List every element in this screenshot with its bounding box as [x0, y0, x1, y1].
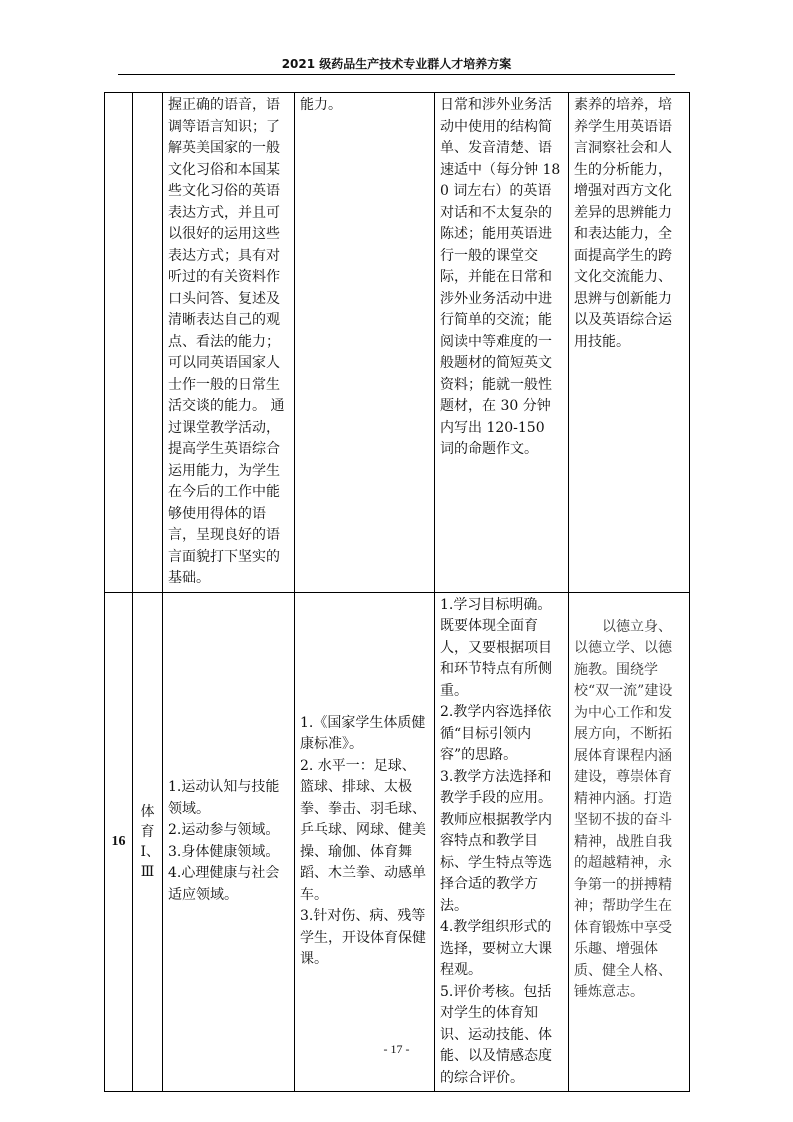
objective-item: 3.身体健康领域。 [168, 843, 280, 860]
teaching-requirements [435, 592, 569, 1092]
course-content: 能力。 [295, 93, 435, 593]
teaching-requirements: 日常和涉外业务活动中使用的结构简单、发音清楚、语速适中（每分钟 180 词左右）的英语对话和不太复杂的陈述；能用英语进行一般的课堂交际，并能在日常和涉外业务活动中进行简单的交流；能阅读中等难度的一般题材的简短英文资料；能就一般性题材，在 30 分钟内写出 120-150 词的命题作文。 [435, 93, 569, 593]
course-content [295, 592, 435, 1092]
content-item: 2. 水平一：足球、篮球、排球、太极拳、拳击、羽毛球、乒乓球、网球、健美操、瑜伽、体育舞蹈、木兰拳、动感单车。 [300, 757, 426, 903]
course-number [105, 93, 133, 593]
objective-item: 2.运动参与领域。 [168, 822, 280, 839]
objective-item: 4.心理健康与社会适应领域。 [168, 865, 280, 903]
page-number: - 17 - [383, 1042, 410, 1056]
requirement-item: 1.学习目标明确。既要体现全面育人，又要根据项目和环节特点有所侧重。 [440, 596, 552, 699]
table-row [105, 592, 690, 1092]
content-item: 3.针对伤、病、残等学生，开设体育保健课。 [300, 908, 426, 968]
course-objectives [163, 592, 295, 1092]
ideological-elements [569, 592, 690, 1092]
course-number: 16 [105, 592, 133, 1092]
table-row [105, 93, 690, 593]
course-name [133, 93, 163, 593]
course-name [133, 592, 163, 1092]
course-objectives: 握正确的语音，语调等语言知识；了解英美国家的一般文化习俗和本国某些文化习俗的英语表达方式，并且可以很好的运用这些表达方式；具有对听过的有关资料作口头问答、复述及清晰表达自己的观点、看法的能力；可以同英语国家人士作一般的日常生活交谈的能力。 通过课堂教学活动，提高学生英语综合运用能力，为学生在今后的工作中能够使用得体的语言，呈现良好的语言面貌打下坚实的基础。 [163, 93, 295, 593]
requirement-item: 3.教学方法选择和教学手段的应用。教师应根据教学内容特点和教学目标、学生特点等选择合适的教学方法。 [440, 768, 552, 914]
requirement-item: 5.评价考核。包括对学生的体育知识、运动技能、体能、以及情感态度的综合评价。 [440, 983, 552, 1086]
objective-item: 1.运动认知与技能领域。 [168, 779, 280, 817]
requirement-item: 2.教学内容选择依循“目标引领内容”的思路。 [440, 704, 552, 763]
requirement-item: 4.教学组织形式的选择，要树立大课程观。 [440, 919, 552, 978]
header-rule [118, 74, 675, 75]
ideological-elements: 素养的培养，培养学生用英语语言洞察社会和人生的分析能力，增强对西方文化差异的思辨能力和表达能力，全面提高学生的跨文化交流能力、思辨与创新能力以及英语综合运用技能。 [569, 93, 690, 593]
document-header: 2021 级药品生产技术专业群人才培养方案 [281, 57, 512, 71]
ideology-text: 以德立身、以德立学、以德施教。围绕学校“双一流”建设为中心工作和发展方向，不断拓展体育课程内涵建设，尊崇体育精神内涵。打造坚韧不拔的奋斗精神，战胜自我的超越精神，永争第一的拼搏精神；帮助学生在体育锻炼中享受乐趣、增强体质、健全人格、锤炼意志。 [574, 618, 673, 1000]
curriculum-table [104, 92, 690, 1092]
content-item: 1.《国家学生体质健康标准》。 [300, 714, 426, 753]
course-name-text: 体育Ⅰ、Ⅲ [140, 803, 161, 880]
